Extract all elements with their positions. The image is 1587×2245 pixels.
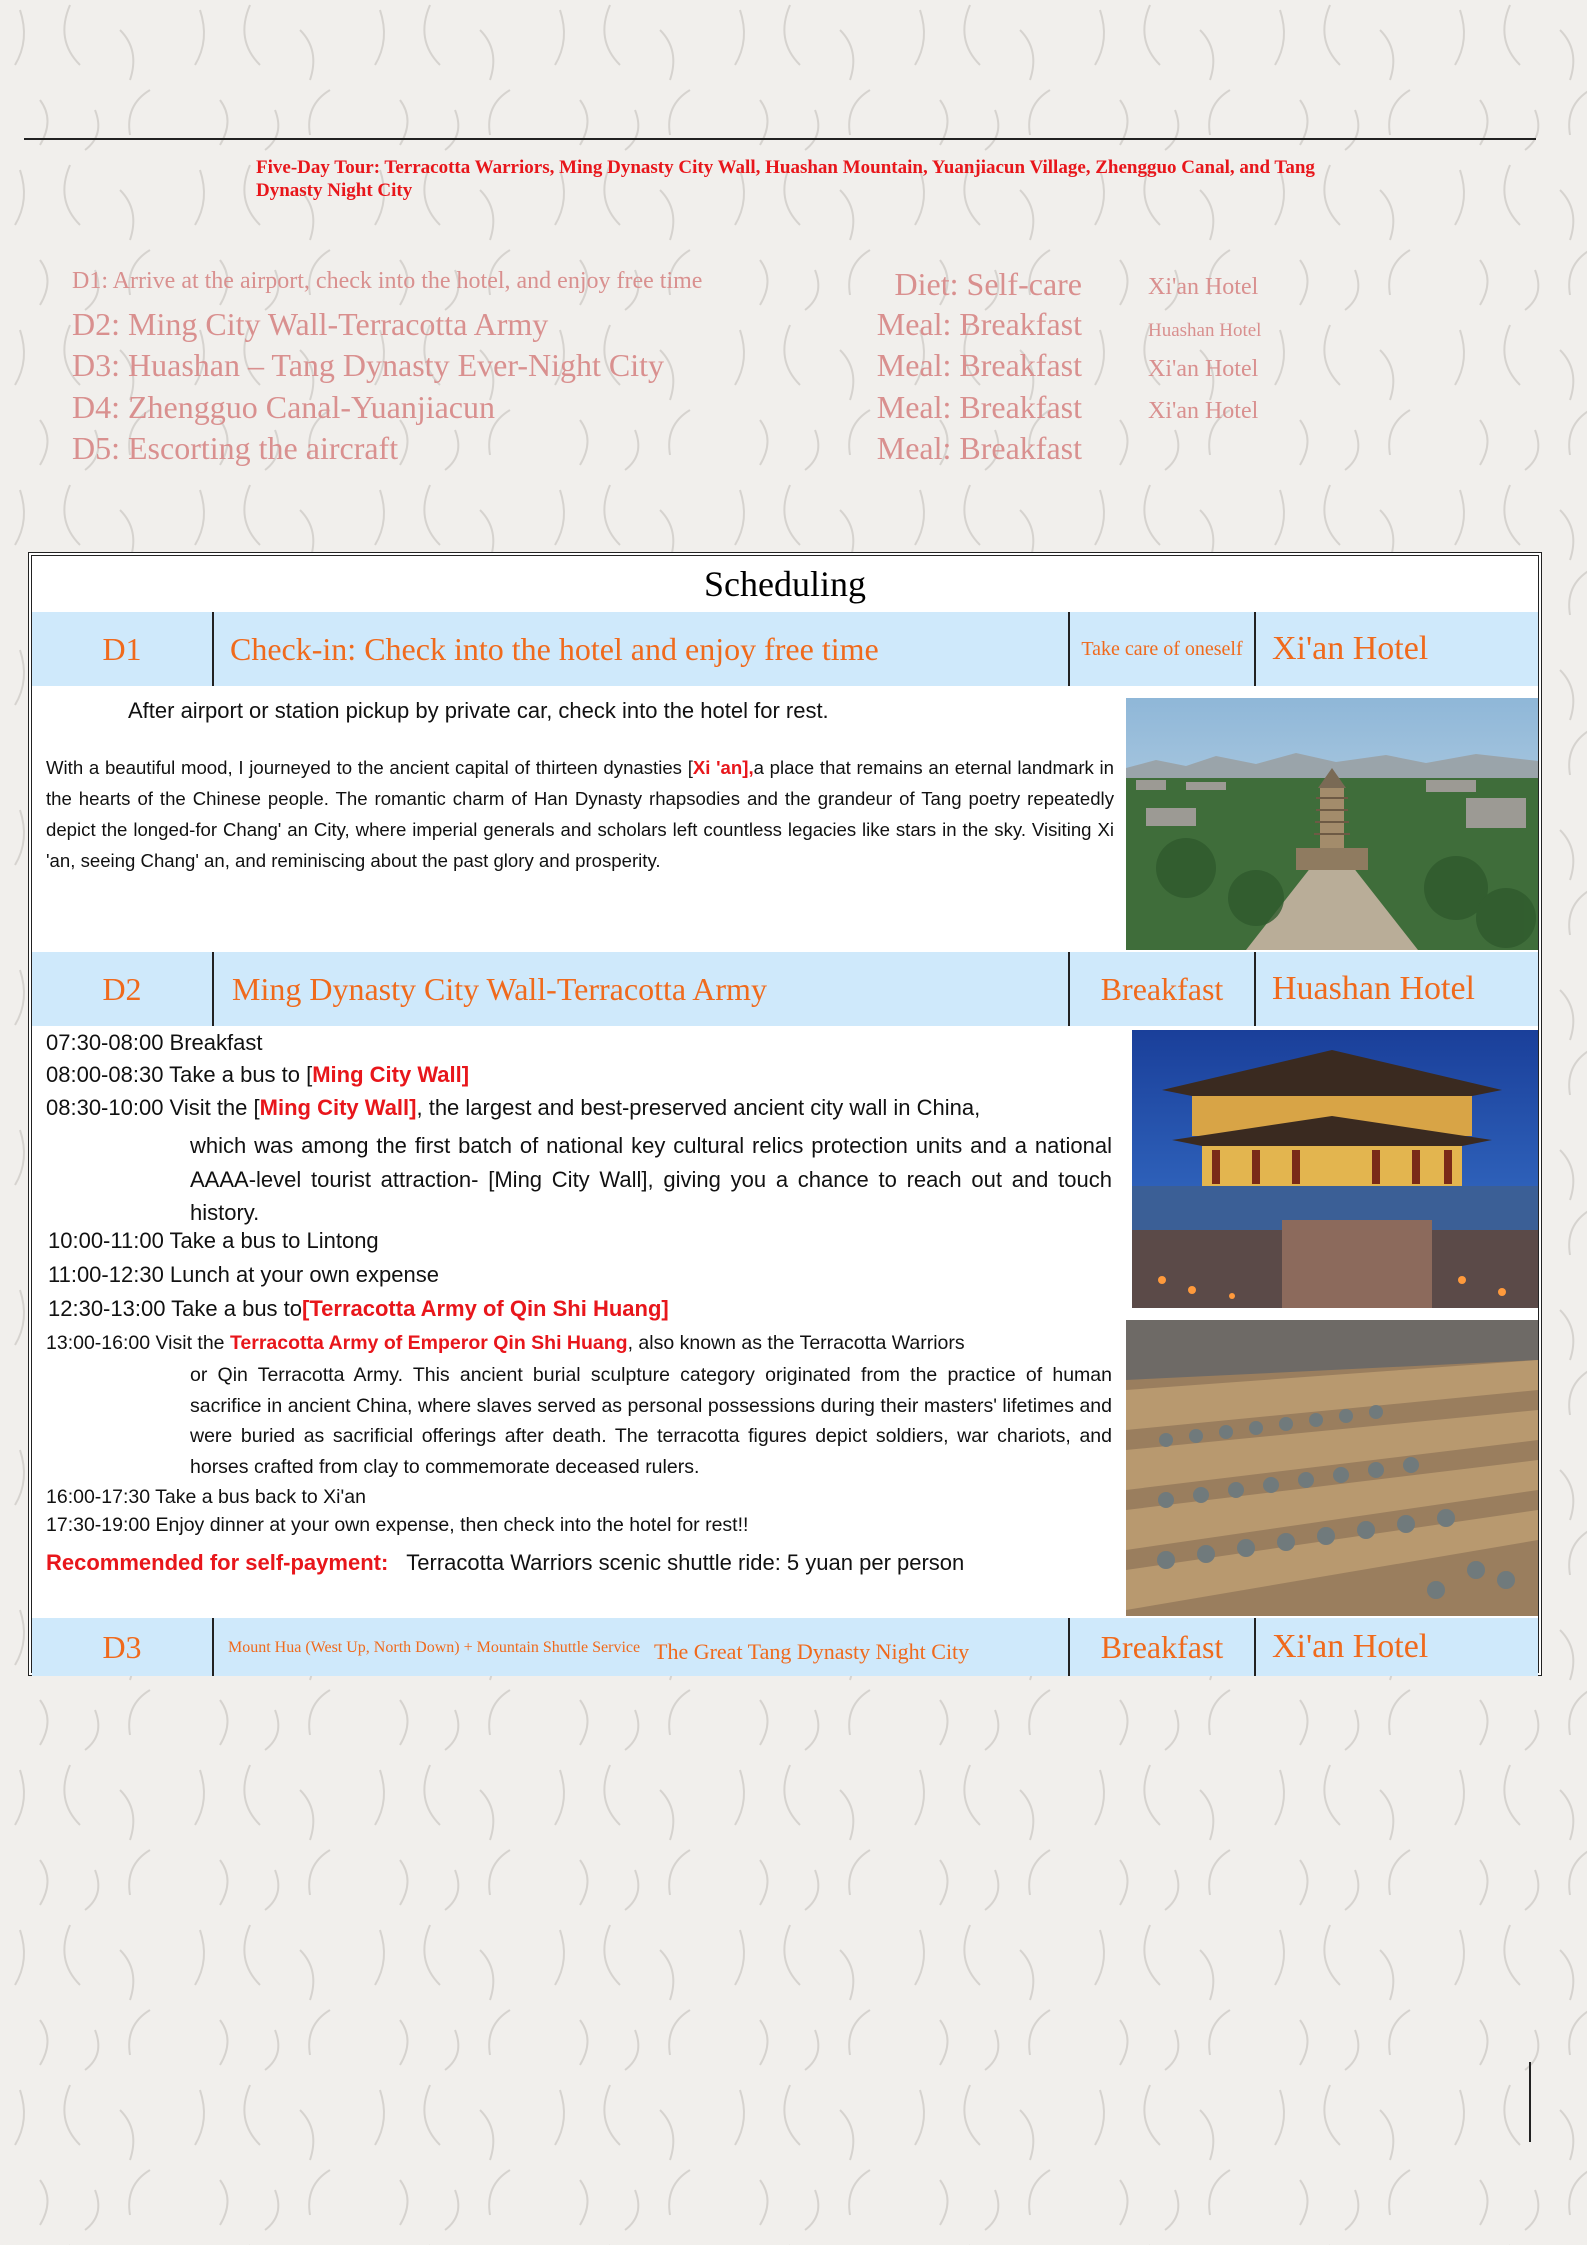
header-rule [24, 138, 1536, 140]
d2-visit-terracotta-text-1: 13:00-16:00 Visit the [46, 1332, 230, 1354]
summary-route-d2: D2: Ming City Wall-Terracotta Army [72, 306, 549, 342]
summary-meal-d1: Diet: Self-care [894, 266, 1082, 302]
d2-visit-terracotta-text-2: , also known as the Terracotta Warriors [627, 1332, 965, 1354]
hotel-d1: Xi'an Hotel [1272, 630, 1429, 667]
terracotta-warriors-photo [1126, 1320, 1538, 1616]
d2-visit-wall-highlight: Ming City Wall] [259, 1095, 417, 1120]
d2-line-breakfast: 07:30-08:00 Breakfast [46, 1030, 263, 1055]
d1-para-text-1: With a beautiful mood, I journeyed to the ancient capital of thirteen dynasties [ [46, 757, 693, 778]
d2-line-bus-lintong: 10:00-11:00 Take a bus to Lintong [48, 1228, 379, 1253]
day-body-d1 [32, 686, 1538, 954]
d2-recommended [46, 1550, 964, 1576]
summary-meal-d5: Meal: Breakfast [876, 430, 1082, 466]
route-d3-night-city: The Great Tang Dynasty Night City [654, 1639, 970, 1664]
day-body-d2 [32, 1026, 1538, 1620]
d1-para-highlight: Xi 'an], [692, 757, 754, 778]
route-d1: Check-in: Check into the hotel and enjoy free time [214, 612, 1070, 686]
summary-hotel-d1: Xi'an Hotel [1148, 274, 1259, 300]
d2-bus-terracotta-highlight: [Terracotta Army of Qin Shi Huang] [302, 1296, 669, 1321]
summary-meal-d3: Meal: Breakfast [876, 347, 1082, 383]
d2-visit-terracotta-highlight: Terracotta Army of Emperor Qin Shi Huang [229, 1332, 628, 1354]
d2-visit-wall-text-1: 08:30-10:00 Visit the [ [46, 1095, 260, 1120]
summary-meal-d4: Meal: Breakfast [876, 389, 1082, 425]
summary-route-d3: D3: Huashan – Tang Dynasty Ever-Night City [72, 347, 664, 383]
day-row-d2 [32, 952, 1538, 1028]
day-label-d1: D1 [32, 612, 214, 686]
hotel-d3: Xi'an Hotel [1272, 1628, 1429, 1665]
meal-d3: Breakfast [1070, 1618, 1256, 1676]
d1-paragraph [46, 752, 1114, 876]
d2-visit-terracotta-description: or Qin Terracotta Army. This ancient burial sculpture category originated from the practice of human sacrifice in ancient China, where slaves served as personal possessions during their masters' lifetimes and were buried as sacrificial offerings after death. The terracotta figures depict soldiers, war chariots, and horses crafted from clay to commemorate deceased rulers. [190, 1364, 1112, 1478]
recommended-label: Recommended for self-payment: [46, 1550, 389, 1575]
schedule-table [28, 552, 1542, 1676]
summary-route-d5: D5: Escorting the aircraft [72, 430, 399, 466]
d2-bus-terracotta-text: 12:30-13:00 Take a bus to [48, 1296, 303, 1321]
day-label-d3: D3 [32, 1618, 214, 1676]
summary-route-d1: D1: Arrive at the airport, check into the hotel, and enjoy free time [72, 268, 703, 294]
summary-hotel-d3: Xi'an Hotel [1148, 356, 1259, 382]
route-d2: Ming Dynasty City Wall-Terracotta Army [214, 952, 1070, 1026]
d2-line-lunch: 11:00-12:30 Lunch at your own expense [48, 1262, 439, 1287]
d2-line-bus-wall-highlight: Ming City Wall] [312, 1062, 470, 1087]
route-d3 [214, 1618, 1070, 1676]
summary-route-d4: D4: Zhengguo Canal-Yuanjiacun [72, 389, 495, 425]
summary-hotel-d4: Xi'an Hotel [1148, 398, 1259, 424]
meal-d2: Breakfast [1070, 952, 1256, 1026]
hotel-d2: Huashan Hotel [1272, 970, 1476, 1007]
document-title: Five-Day Tour: Terracotta Warriors, Ming Dynasty City Wall, Huashan Mountain, Yuanjiacun Village, Zhengguo Canal, and Tang Dynasty Night City [256, 157, 1315, 201]
d2-visit-wall-text-2: , the largest and best-preserved ancient city wall in China, [416, 1095, 981, 1120]
route-d3-mount-hua: Mount Hua (West Up, North Down) + Mountain Shuttle Service [228, 1638, 641, 1656]
d2-line-bus-wall-text: 08:00-08:30 Take a bus to [ [46, 1062, 313, 1087]
d2-line-bus-back: 16:00-17:30 Take a bus back to Xi'an [46, 1486, 366, 1508]
meal-d1: Take care of oneself [1070, 612, 1256, 686]
d2-line-visit-terracotta [46, 1332, 1112, 1355]
day-row-d1 [32, 612, 1538, 688]
schedule-title: Scheduling [32, 556, 1538, 614]
xian-aerial-pagoda-photo [1126, 698, 1538, 950]
summary-hotel-d2: Huashan Hotel [1148, 320, 1262, 341]
day-label-d2: D2 [32, 952, 214, 1026]
recommended-text: Terracotta Warriors scenic shuttle ride: 5 yuan per person [406, 1550, 965, 1575]
ming-city-wall-night-photo [1132, 1030, 1538, 1308]
d2-line-bus-wall [46, 1062, 469, 1088]
d1-para-text-2: a place that remains an eternal landmark in the hearts of the Chinese people. The romantic charm of Han Dynasty rhapsodies and the grandeur of Tang poetry repeatedly depict the longed-for Chang' an City, where imperial generals and scholars left countless legacies like stars in the sky. Visiting Xi 'an, seeing Chang' an, and reminiscing about the past glory and prosperity. [46, 757, 1115, 871]
summary-meal-d2: Meal: Breakfast [876, 306, 1082, 342]
d2-visit-wall-description: which was among the first batch of national key cultural relics protection units and a national AAAA-level tourist attraction- [Ming City Wall], giving you a chance to reach out and touch history. [190, 1133, 1112, 1225]
d1-intro: After airport or station pickup by private car, check into the hotel for rest. [128, 698, 829, 723]
d2-line-dinner: 17:30-19:00 Enjoy dinner at your own expense, then check into the hotel for rest!! [46, 1514, 749, 1536]
page-edge-marker [1529, 2062, 1531, 2142]
day-row-d3 [32, 1618, 1538, 1676]
d2-line-visit-wall [46, 1095, 1110, 1121]
d2-line-bus-terracotta [48, 1296, 669, 1322]
